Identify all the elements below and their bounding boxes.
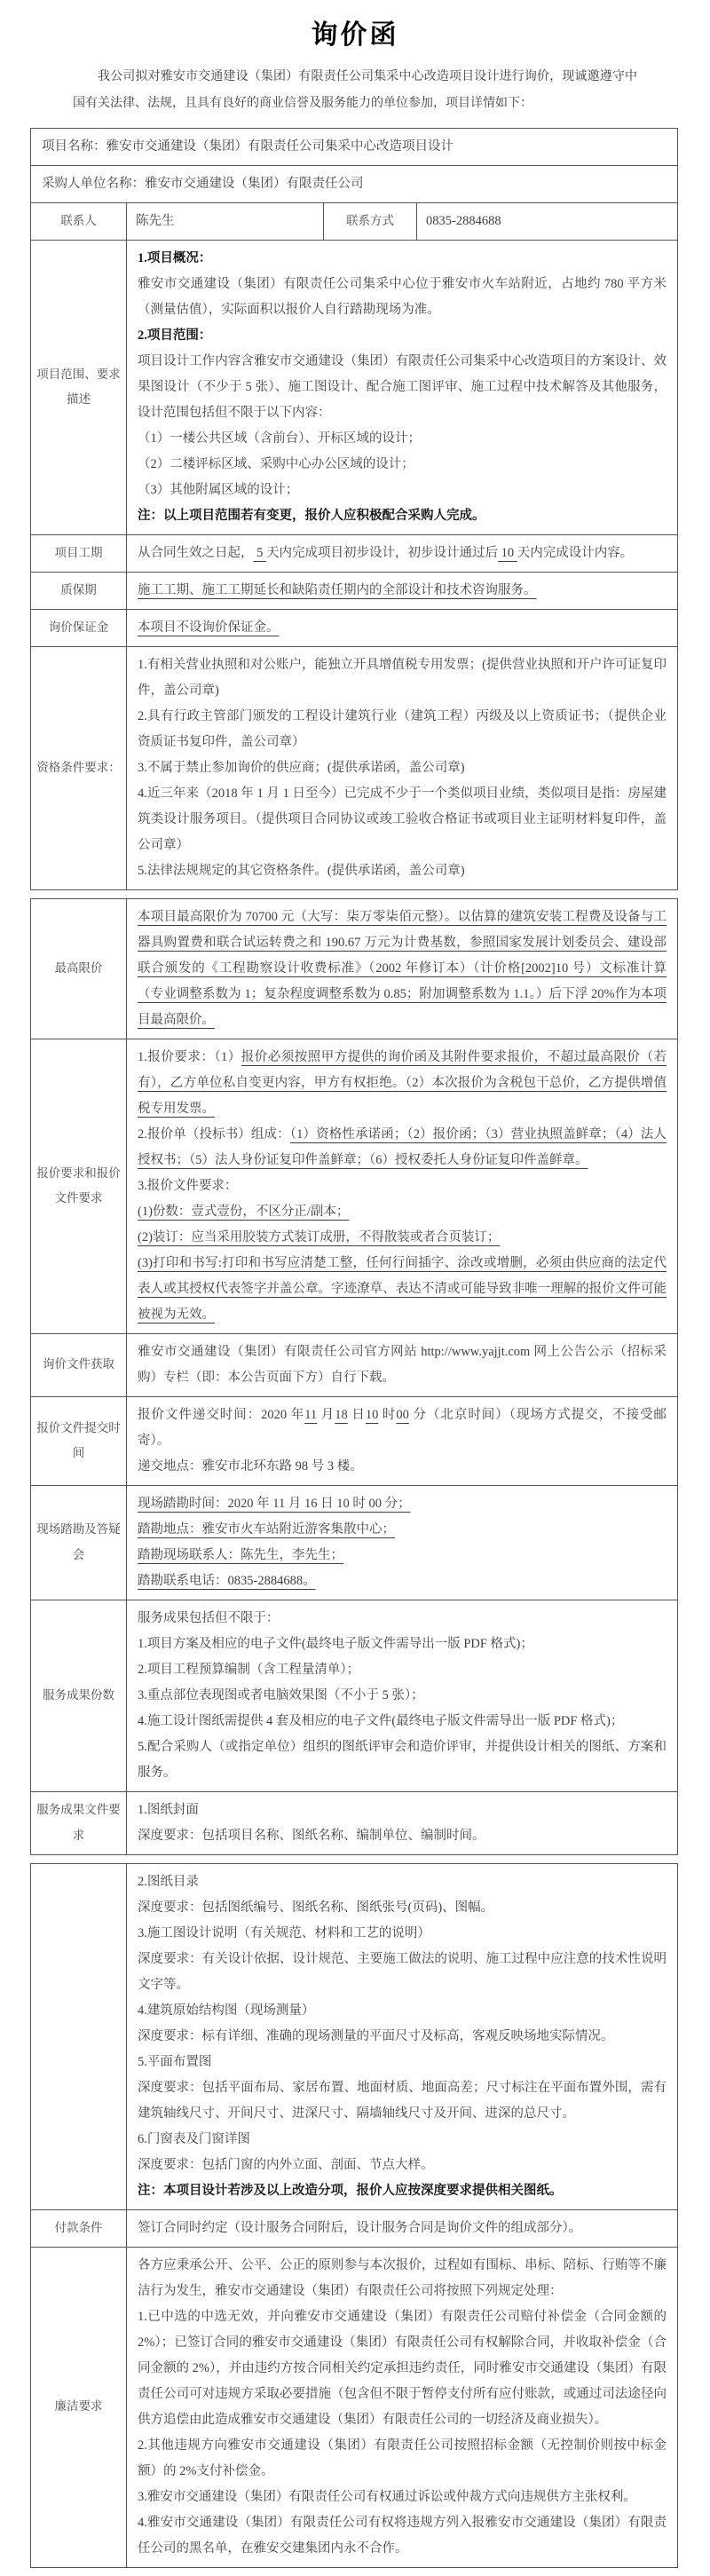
label-warranty: 质保期 — [31, 572, 127, 609]
cell-duration — [127, 534, 678, 572]
cell-site-visit — [127, 1485, 678, 1600]
text-run: 10 — [365, 1407, 379, 1422]
text-run: 踏勘联系电话：0835-2884688。 — [138, 1573, 316, 1588]
cell-project-name — [31, 129, 678, 166]
cell-scope — [127, 240, 678, 534]
intro-paragraph: 我公司拟对雅安市交通建设（集团）有限责任公司集采中心改造项目设计进行询价，现诚邀遵守中国有关法律、法规，且具有良好的商业信誉及服务能力的单位参加，项目详情如下： — [73, 70, 637, 111]
text-run: （3）其他附属区域的设计； — [138, 482, 299, 497]
text-run: 月 — [317, 1407, 335, 1422]
label-document-access: 询价文件获取 — [31, 1333, 127, 1396]
paragraph — [138, 2216, 667, 2241]
text-run: 雅安市交通建设（集团）有限责任公司官方网站 http://www.yajjt.com 网上公告公示（招标采购）专栏（即：本公告页面下方）自行下载。 — [138, 1344, 667, 1385]
paragraph — [138, 1998, 667, 2024]
text-run: 现场踏勘时间：2020 年 11 月 16 日 10 时 00 分； — [138, 1496, 411, 1511]
cell-qualification — [127, 646, 678, 889]
cell-purchaser-name — [31, 166, 678, 203]
text-run: 深度要求：包括门窗的内外立面、剖面、节点大样。 — [138, 2157, 434, 2172]
text-run: 2.报价单（投标书）组成： — [138, 1126, 290, 1142]
paragraph — [138, 2433, 667, 2485]
text-run: 递交地点：雅安市北环东路 98 号 3 楼。 — [138, 1458, 363, 1474]
row-duration — [31, 534, 678, 572]
paragraph — [138, 2485, 667, 2510]
paragraph — [138, 2253, 667, 2304]
paragraph — [138, 1517, 667, 1543]
text-run: 3.雅安市交通建设（集团）有限责任公司有权通过诉讼或仲裁方式向违规供方主张权利。 — [138, 2489, 636, 2504]
text-run: 2.其他违规方向雅安市交通建设（集团）有限责任公司按照招标金额（无控制价则按中标金额）的 2%支付补偿金。 — [138, 2438, 667, 2478]
paragraph — [138, 1823, 667, 1849]
text-run: 报价必须按照甲方提供的询价函及其附件要求报价，不超过最高限价（若有），乙方单位私自变更内容，甲方有权拒绝。（2）本次报价为含税包干总价，乙方提供增值税专用发票。 — [138, 1049, 667, 1116]
row-quote-requirements — [31, 1039, 678, 1333]
text-run: 时 — [378, 1407, 397, 1422]
text-run: 5.平面布置图 — [138, 2054, 212, 2069]
row-project-name — [31, 129, 678, 166]
text-run: 踏勘地点：雅安市火车站附近游客集散中心； — [138, 1521, 395, 1537]
paragraph — [138, 2024, 667, 2050]
text-run: 4.施工设计图纸需提供 4 套及相应的电子文件(最终电子版文件需导出一版 PDF 格式)； — [138, 1713, 624, 1728]
text-run: 10 — [498, 545, 517, 560]
paragraph — [138, 652, 667, 704]
paragraph — [138, 541, 667, 566]
text-run: 深度要求：有关设计依据、设计规范、主要施工做法的说明、施工过程中应注意的技术性说明文字等。 — [138, 1951, 667, 1992]
paragraph — [138, 478, 667, 503]
paragraph — [138, 1045, 667, 1122]
text-run: 1.项目方案及相应的电子文件(最终电子版文件需导出一版 PDF 格式)； — [138, 1636, 533, 1651]
row-contact — [31, 203, 678, 240]
paragraph — [138, 1869, 667, 1895]
text-run: 1.图纸封面 — [138, 1802, 199, 1817]
cell-deposit — [127, 609, 678, 646]
text-run: 天内完成项目初步设计，初步设计通过后 — [266, 545, 498, 560]
pricing-and-quotation-table — [30, 898, 678, 1855]
row-max-price — [31, 898, 678, 1039]
text-run: 日 — [347, 1407, 366, 1422]
paragraph — [138, 2050, 667, 2075]
text-run: （2）二楼评标区域、采购中心办公区域的设计； — [138, 456, 414, 471]
paragraph — [138, 858, 667, 884]
paragraph — [138, 349, 667, 426]
label-contact-0: 联系人 — [31, 203, 127, 240]
text-run: 1.报价要求：（1） — [138, 1049, 241, 1064]
cell-drawing-requirements-continued — [127, 1863, 678, 2209]
paragraph — [138, 1339, 667, 1391]
text-run: 3.不属于禁止参加询价的供应商；(提供承诺函，盖公司章) — [138, 760, 465, 775]
row-submission-time — [31, 1396, 678, 1485]
paragraph — [138, 578, 667, 604]
text-run: 2.图纸目录 — [138, 1874, 199, 1889]
text-run: 4.近三年来（2018 年 1 月 1 日至今）已完成不少于一个类似项目业绩，类似项目是指：房屋建筑类设计服务项目。（提供项目合同协议或竣工验收合格证书或项目业主证明材料复印件，盖公司章） — [138, 786, 667, 852]
paragraph — [138, 1632, 667, 1657]
text-run: 天内完成设计内容。 — [517, 545, 634, 560]
paragraph — [138, 1709, 667, 1734]
text-run: 5 — [253, 545, 266, 560]
paragraph — [138, 1947, 667, 1998]
label-payment-terms: 付款条件 — [31, 2209, 127, 2247]
paragraph — [138, 1657, 667, 1683]
paragraph — [138, 2127, 667, 2153]
text-run: 深度要求：包括平面布局、家居布置、地面材质、地面高差；尺寸标注在平面布置外围，需有建筑轴线尺寸、开间尺寸、进深尺寸、隔墙轴线尺寸及开间、进深的总尺寸。 — [138, 2080, 667, 2121]
text-run: 1.已中选的中选无效，并向雅安市交通建设（集团）有限责任公司赔付补偿金（合同金额的 2%）；已签订合同的雅安市交通建设（集团）有限责任公司有权解除合同，并收取补偿金（合同金额的 2%），并由违约方按合同相关约定承担违约责任，同时雅安市交通建设（集团）有限责任公司可对违规方采取必要措施（包含但不限于暂停支付所有应付账款，或通过司法途径向供方追偿由此造成雅安市交通建设（集团）有限责任公司的一切经济及商业损失）。 — [138, 2309, 667, 2427]
cell-integrity-requirements — [127, 2247, 678, 2567]
cell-deliverable-copies — [127, 1600, 678, 1791]
paragraph — [138, 1403, 667, 1454]
text-run: 4.雅安市交通建设（集团）有限责任公司有权将违规方列入报雅安市交通建设（集团）有限责任公司的黑名单，在雅安交建集团内永不合作。 — [138, 2515, 667, 2556]
text-run: 报价文件递交时间：2020 年 — [138, 1407, 305, 1422]
text-run: 6.门窗表及门窗详图 — [138, 2131, 250, 2146]
row-deposit — [31, 609, 678, 646]
paragraph — [138, 246, 667, 272]
text-run: 项目名称：雅安市交通建设（集团）有限责任公司集采中心改造项目设计 — [42, 139, 454, 154]
text-run: 3.报价文件要求： — [138, 1178, 238, 1193]
paragraph — [138, 452, 667, 478]
text-run: 5.配合采购人（或指定单位）组织的图纸评审会和造价评审，并提供设计相关的图纸、方案和服务。 — [138, 1739, 667, 1780]
row-deliverable-file-requirements — [31, 1791, 678, 1854]
cell-payment-terms — [127, 2209, 678, 2247]
label-deliverable-file-requirements: 服务成果文件要求 — [31, 1791, 127, 1854]
row-scope — [31, 240, 678, 534]
paragraph — [138, 426, 667, 452]
row-integrity-requirements — [31, 2247, 678, 2567]
text-run: 施工工期、施工工期延长和缺陷责任期内的全部设计和技术咨询服务。 — [138, 582, 537, 597]
paragraph — [42, 134, 667, 160]
paragraph — [138, 1122, 667, 1173]
paragraph — [138, 755, 667, 781]
text-run: （1）一楼公共区域（含前台）、开标区域的设计； — [138, 431, 421, 446]
paragraph — [138, 2510, 667, 2562]
label-deliverable-copies: 服务成果份数 — [31, 1600, 127, 1791]
text-run: 5.法律法规规定的其它资格条件。(提供承诺函，盖公司章) — [138, 863, 465, 878]
paragraph — [138, 323, 667, 349]
paragraph — [42, 171, 667, 197]
paragraph — [138, 1225, 667, 1251]
value-contact-1: 陈先生 — [127, 203, 324, 240]
cell-quote-requirements — [127, 1039, 678, 1333]
text-run: （1）资格性承诺函；（2）报价函；（3）营业执照盖鲜章；（4）法人授权书；（5）法人身份证复印件盖鲜章；（6）授权委托人身份证复印件盖鲜章。 — [138, 1126, 667, 1167]
text-run: 分（北京时间）（现场方式提交，不接受邮寄）。 — [138, 1407, 667, 1448]
text-run: 11 — [304, 1407, 318, 1422]
text-run: 18 — [335, 1407, 348, 1422]
paragraph — [138, 1734, 667, 1786]
text-run: 深度要求：包括项目名称、图纸名称、编制单位、编制时间。 — [138, 1828, 485, 1843]
paragraph — [138, 1606, 667, 1632]
paragraph — [138, 1921, 667, 1947]
row-warranty — [31, 572, 678, 609]
label-quote-requirements: 报价要求和报价文件要求 — [31, 1039, 127, 1333]
text-run: 4.建筑原始结构图（现场测量） — [138, 2003, 315, 2018]
text-run: 2.具有行政主管部门颁发的工程设计建筑行业（建筑工程）丙级及以上资质证书；（提供企业资质证书复印件，盖公司章） — [138, 708, 667, 749]
text-run: 3.重点部位表现图或者电脑效果图（不小于 5 张）； — [138, 1687, 424, 1703]
paragraph — [138, 781, 667, 858]
page-title: 询价函 — [311, 20, 399, 50]
row-deliverable-copies — [31, 1600, 678, 1791]
paragraph — [138, 2075, 667, 2127]
text-run: 本项目不设询价保证金。 — [138, 620, 280, 635]
paragraph — [138, 615, 667, 641]
paragraph — [138, 1173, 667, 1199]
cell-max-price — [127, 898, 678, 1039]
paragraph — [138, 905, 667, 1033]
label-max-price: 最高限价 — [31, 898, 127, 1039]
text-run: 深度要求：标有详细、准确的现场测量的平面尺寸及标高，客观反映场地实际情况。 — [138, 2028, 614, 2043]
row-payment-terms — [31, 2209, 678, 2247]
text-run: 3.施工图设计说明（有关规范、材料和工艺的说明） — [138, 1925, 430, 1940]
text-run: 从合同生效之日起， — [138, 545, 254, 560]
label-drawing-requirements-continued — [31, 1863, 127, 2209]
label-deposit: 询价保证金 — [31, 609, 127, 646]
paragraph — [138, 2304, 667, 2433]
cell-deliverable-file-requirements — [127, 1791, 678, 1854]
paragraph — [138, 503, 667, 529]
text-run: 项目设计工作内容含雅安市交通建设（集团）有限责任公司集采中心改造项目的方案设计、效果图设计（不少于 5 张）、施工图设计、配合施工图评审、施工过程中技术解答及其他服务，设计范围包括但不限于以下内容： — [138, 353, 667, 420]
project-info-table — [30, 128, 678, 889]
cell-document-access — [127, 1333, 678, 1396]
paragraph — [138, 1251, 667, 1328]
row-drawing-requirements-continued — [31, 1863, 678, 2209]
label-submission-time: 报价文件提交时间 — [31, 1396, 127, 1485]
label-contact-2: 联系方式 — [324, 203, 417, 240]
text-run: 注：本项目设计若涉及以上改造分项，报价人应按深度要求提供相关图纸。 — [138, 2183, 563, 2198]
paragraph — [138, 1798, 667, 1823]
paragraph — [138, 2178, 667, 2204]
paragraph — [138, 1543, 667, 1569]
label-duration: 项目工期 — [31, 534, 127, 572]
text-run: 各方应秉承公开、公平、公正的原则参与本次报价，过程如有围标、串标、陪标、行贿等不廉洁行为发生，雅安市交通建设（集团）有限责任公司将按照下列规定处理： — [138, 2257, 667, 2298]
text-run: 雅安市交通建设（集团）有限责任公司集采中心位于雅安市火车站附近，占地约 780 平方米（测量估值），实际面积以报价人自行踏勘现场为准。 — [138, 276, 667, 317]
text-run: (3)打印和书写:打印和书写应清楚工整，任何行间插字、涂改或增删，必须由供应商的法定代表人或其授权代表签字并盖公章。字迹潦草、表达不清或可能导致非唯一理解的报价文件可能被视为无效。 — [138, 1255, 667, 1322]
text-run: 踏勘现场联系人：陈先生，李先生； — [138, 1547, 343, 1562]
tables-container — [0, 128, 710, 2567]
text-run: 1.项目概况： — [138, 250, 212, 265]
label-integrity-requirements: 廉洁要求 — [31, 2247, 127, 2567]
text-run: 签订合同时约定（设计服务合同附后，设计服务合同是询价文件的组成部分）。 — [138, 2220, 582, 2235]
text-run: 1.有相关营业执照和对公账户，能独立开具增值税专用发票；(提供营业执照和开户许可证复印件，盖公司章) — [138, 657, 667, 698]
paragraph — [138, 704, 667, 755]
paragraph — [138, 1454, 667, 1480]
text-run: 采购人单位名称：雅安市交通建设（集团）有限责任公司 — [42, 177, 364, 192]
cell-submission-time — [127, 1396, 678, 1485]
paragraph — [138, 1683, 667, 1709]
paragraph — [138, 272, 667, 323]
label-site-visit: 现场踏勘及答疑会 — [31, 1485, 127, 1600]
cell-warranty — [127, 572, 678, 609]
paragraph — [138, 1895, 667, 1921]
text-run: 00 — [396, 1407, 409, 1422]
label-scope: 项目范围、要求描述 — [31, 240, 127, 534]
text-run: (1)份数：壹式壹份，不区分正/副本； — [138, 1204, 350, 1219]
row-purchaser-name — [31, 166, 678, 203]
label-qualification: 资格条件要求： — [31, 646, 127, 889]
paragraph — [138, 1569, 667, 1594]
row-document-access — [31, 1333, 678, 1396]
paragraph — [138, 2153, 667, 2178]
text-run: 深度要求：包括图纸编号、图纸名称、图纸张号(页码)、图幅。 — [138, 1900, 494, 1915]
text-run: 服务成果包括但不限于： — [138, 1610, 280, 1625]
value-contact-3: 0835-2884688 — [417, 203, 678, 240]
text-run: 2.项目范围： — [138, 328, 212, 343]
row-site-visit — [31, 1485, 678, 1600]
text-run: 2.项目工程预算编制（含工程量清单）； — [138, 1662, 360, 1677]
text-run: 注：以上项目范围若有变更，报价人应积极配合采购人完成。 — [138, 508, 485, 523]
text-run: (2)装订：应当采用胶装方式装订成册，不得散装或者合页装订； — [138, 1229, 501, 1245]
drawing-requirements-and-terms-table — [30, 1863, 678, 2568]
paragraph — [138, 1491, 667, 1517]
paragraph — [138, 1199, 667, 1225]
row-qualification — [31, 646, 678, 889]
text-run: 本项目最高限价为 70700 元（大写：柒万零柒佰元整）。以估算的建筑安装工程费及设备与工器具购置费和联合试运转费之和 190.67 万元为计费基数，参照国家发展计划委员会、建设部联合颁发的《工程勘察设计收费标准》（2002 年修订本）（计价格[2002]10 号）文标准计算（专业调整系数为 1；复杂程度调整系数为 0.85；附加调整系数为 1.1。）后下浮 20%作为本项目最高限价。 — [138, 909, 667, 1027]
